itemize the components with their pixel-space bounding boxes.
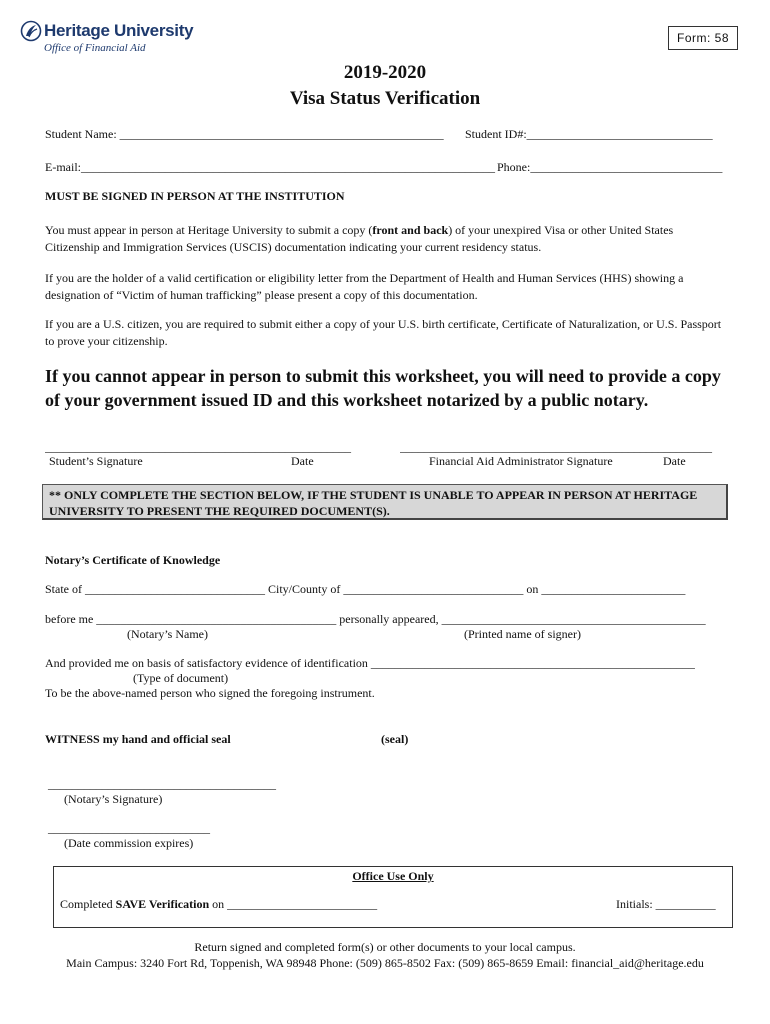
student-id-field[interactable]: Student ID#:_______________________________ bbox=[465, 127, 713, 141]
witness-statement: WITNESS my hand and official seal bbox=[45, 732, 231, 746]
notarize-notice: If you cannot appear in person to submit this worksheet, you will need to provide a copy of your government issued ID and this worksheet notarized by a public notary. bbox=[45, 366, 721, 410]
admin-signature-line[interactable]: ____________________________________________________ bbox=[400, 440, 712, 454]
instruction-paragraph-3: If you are a U.S. citizen, you are required to submit either a copy of your U.S. birth certificate, Certificate of Naturalization, or U.S. Passport to prove your citizenship. bbox=[45, 317, 722, 348]
org-office: Office of Financial Aid bbox=[44, 42, 146, 54]
initials-field[interactable]: Initials: __________ bbox=[616, 897, 716, 911]
form-year: 2019-2020 bbox=[343, 62, 427, 83]
in-person-heading: MUST BE SIGNED IN PERSON AT THE INSTITUTION bbox=[45, 189, 345, 203]
state-county-line[interactable]: State of ______________________________ City/County of ______________________________ on ________________________ bbox=[45, 582, 686, 596]
admin-date-label: Date bbox=[663, 454, 686, 468]
identification-evidence-line[interactable]: And provided me on basis of satisfactory evidence of identification ______________________________________________________ bbox=[45, 656, 695, 670]
student-date-label: Date bbox=[291, 454, 314, 468]
student-name-field[interactable]: Student Name: ______________________________________________________ bbox=[45, 127, 444, 141]
form-number-badge: Form: 58 bbox=[668, 26, 738, 50]
seal-label: (seal) bbox=[381, 732, 409, 746]
instruction-paragraph-1: You must appear in person at Heritage University to submit a copy (front and back) of your unexpired Visa or other United States Citizenship and Immigration Services (USCIS) documentation indicating your current residency status. bbox=[45, 223, 674, 254]
notary-signature-line[interactable]: ______________________________________ bbox=[48, 777, 276, 791]
footer-contact-info: Main Campus: 3240 Fort Rd, Toppenish, WA 98948 Phone: (509) 865-8502 Fax: (509) 865-8659 Email: financial_aid@heritage.edu bbox=[66, 956, 704, 970]
office-use-heading: Office Use Only bbox=[352, 869, 434, 883]
above-named-statement: To be the above-named person who signed the foregoing instrument. bbox=[45, 686, 375, 700]
notary-signature-caption: (Notary’s Signature) bbox=[64, 792, 163, 806]
student-signature-line[interactable]: ___________________________________________________ bbox=[45, 440, 351, 454]
student-signature-label: Student’s Signature bbox=[49, 454, 143, 468]
org-name: Heritage University bbox=[44, 21, 194, 40]
notary-name-caption: (Notary’s Name) bbox=[127, 627, 208, 641]
form-title: Visa Status Verification bbox=[289, 88, 481, 109]
commission-expiry-line[interactable]: ___________________________ bbox=[48, 821, 210, 835]
footer-return-instructions: Return signed and completed form(s) or other documents to your local campus. bbox=[194, 940, 576, 954]
commission-expiry-caption: (Date commission expires) bbox=[64, 836, 194, 850]
document-type-caption: (Type of document) bbox=[133, 671, 229, 685]
office-use-box bbox=[53, 866, 733, 928]
before-me-line[interactable]: before me ________________________________________ personally appeared, ____________________________________________ bbox=[45, 612, 706, 626]
admin-signature-label: Financial Aid Administrator Signature bbox=[429, 454, 613, 468]
notary-section-notice: ** ONLY COMPLETE THE SECTION BELOW, IF THE STUDENT IS UNABLE TO APPEAR IN PERSON AT HERITAGE UNIVERSITY TO PRESENT THE REQUIRED DOCUMENT(S). bbox=[42, 484, 728, 520]
heritage-logo-icon bbox=[20, 20, 42, 42]
signer-name-caption: (Printed name of signer) bbox=[464, 627, 581, 641]
instruction-paragraph-2: If you are the holder of a valid certification or eligibility letter from the Department of Health and Human Services (HHS) showing a designation of “Victim of human trafficking” please present a copy of this documentation. bbox=[45, 271, 684, 302]
save-verification-line[interactable]: Completed SAVE Verification on _________________________ bbox=[60, 897, 378, 911]
phone-field[interactable]: Phone:________________________________ bbox=[497, 160, 723, 174]
email-field[interactable]: E-mail:_____________________________________________________________________ bbox=[45, 160, 495, 174]
notary-heading: Notary’s Certificate of Knowledge bbox=[45, 553, 221, 567]
